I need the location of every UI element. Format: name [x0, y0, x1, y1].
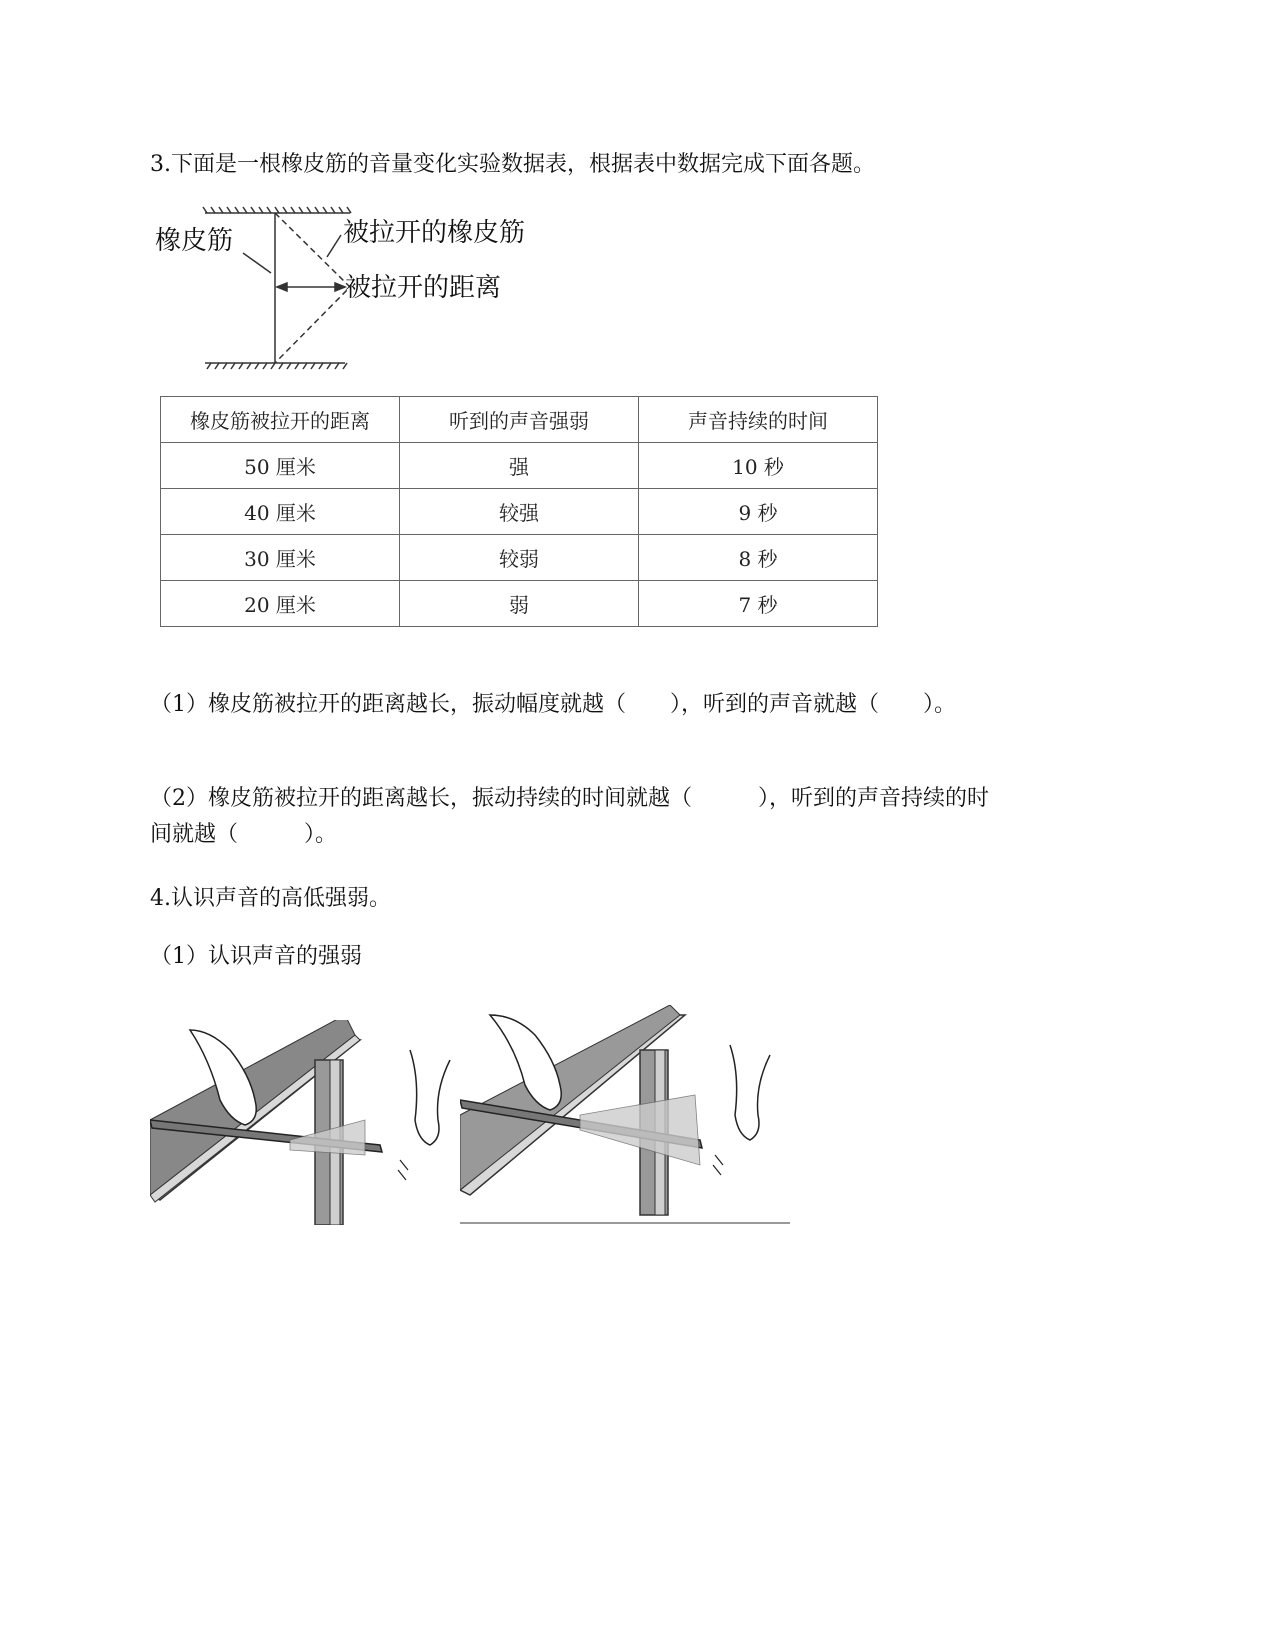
- table-row: [161, 489, 878, 535]
- table-cell: 弱: [400, 581, 639, 627]
- top-support: [203, 207, 351, 213]
- question-4-sub-1: （1）认识声音的强弱: [150, 944, 362, 969]
- data-table: [160, 396, 878, 627]
- table-cell: 8 秒: [639, 535, 878, 581]
- distance-arrow: [277, 283, 345, 291]
- ruler-table-illustration-2: [460, 1005, 790, 1225]
- band-label-pointer: [243, 253, 271, 273]
- question-3-sub-2-line-2: 间就越（ ）。: [150, 822, 338, 847]
- label-stretch-distance: 被拉开的距离: [345, 273, 502, 303]
- table-cell: 较强: [400, 489, 639, 535]
- table-cell: 9 秒: [639, 489, 878, 535]
- table-header-cell: 橡皮筋被拉开的距离: [161, 397, 400, 443]
- stretched-label-pointer: [327, 235, 341, 257]
- label-stretched-band: 被拉开的橡皮筋: [343, 218, 526, 248]
- question-3-sub-1: （1）橡皮筋被拉开的距离越长，振动幅度就越（ ），听到的声音就越（ ）。: [150, 692, 956, 717]
- table-cell: 30 厘米: [161, 535, 400, 581]
- table-cell: 强: [400, 443, 639, 489]
- table-header-cell: 听到的声音强弱: [400, 397, 639, 443]
- table-header-row: [161, 397, 878, 443]
- table-header-cell: 声音持续的时间: [639, 397, 878, 443]
- table-cell: 50 厘米: [161, 443, 400, 489]
- label-rubber-band: 橡皮筋: [155, 226, 234, 256]
- table-cell: 40 厘米: [161, 489, 400, 535]
- question-3-title: 3.下面是一根橡皮筋的音量变化实验数据表，根据表中数据完成下面各题。: [150, 152, 875, 177]
- bottom-support: [205, 363, 347, 369]
- table-row: [161, 581, 878, 627]
- ruler-table-illustration-1: [150, 1020, 460, 1225]
- rubber-band-diagram: [155, 205, 575, 380]
- table-row: [161, 443, 878, 489]
- question-4-title: 4.认识声音的高低强弱。: [150, 886, 391, 911]
- table-cell: 较弱: [400, 535, 639, 581]
- table-row: [161, 535, 878, 581]
- question-3-sub-2-line-1: （2）橡皮筋被拉开的距离越长，振动持续的时间就越（ ），听到的声音持续的时: [150, 786, 989, 811]
- table-cell: 20 厘米: [161, 581, 400, 627]
- table-cell: 10 秒: [639, 443, 878, 489]
- table-cell: 7 秒: [639, 581, 878, 627]
